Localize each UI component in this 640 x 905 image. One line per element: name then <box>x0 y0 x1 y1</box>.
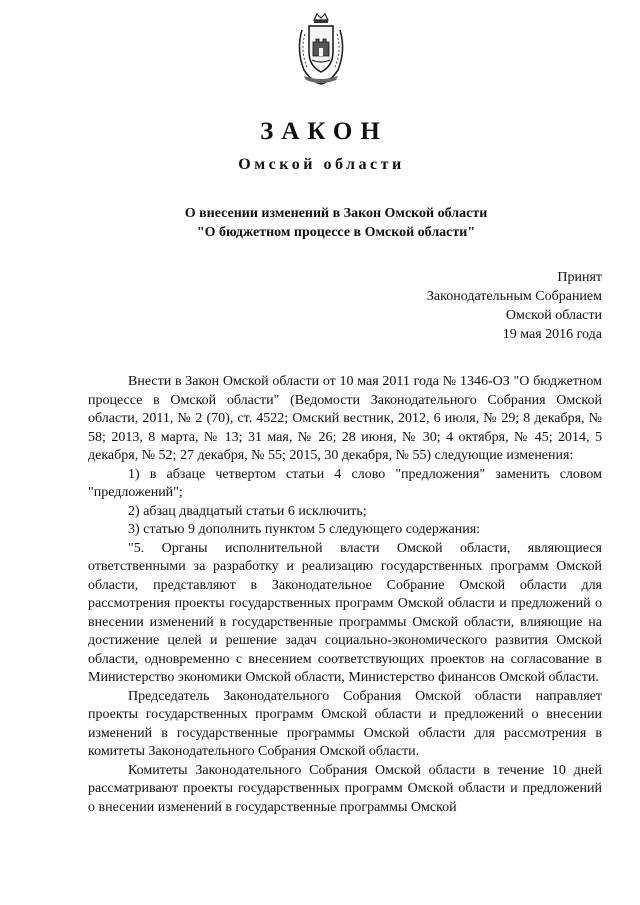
document-title: ЗАКОН <box>260 118 388 145</box>
body-paragraph-1: Внести в Закон Омской области от 10 мая 2011 года № 1346-ОЗ "О бюджетном процессе в Омской области" (Ведомости Законодательного Собрания Омской области, 2011, № 2 (70), ст. 4522; Омский вестник, 2012, 6 июля, № 29; 8 декабря, № 58; 2013, 8 марта, № 13; 31 мая, № 26; 28 июня, № 30; 4 октября, № 45; 2014, 5 декабря, № 52; 27 декабря, № 55; 2015, 30 декабря, № 55) следующие изменения: <box>88 374 602 463</box>
adoption-block <box>427 268 602 344</box>
adoption-date: 19 мая 2016 года <box>502 327 602 342</box>
law-subject <box>140 204 532 242</box>
law-body <box>88 373 602 817</box>
body-paragraph-7: Комитеты Законодательного Собрания Омской области в течение 10 дней рассматривают проекты государственных программ Омской области и предложений о внесении изменений в государственные программы Омской <box>88 762 602 815</box>
coat-of-arms-emblem <box>294 10 348 86</box>
document-region: Омской области <box>238 156 405 173</box>
adoption-line-3: Омской области <box>505 308 602 323</box>
body-paragraph-4: 3) статью 9 дополнить пунктом 5 следующего содержания: <box>128 522 481 537</box>
adoption-line-1: Принят <box>557 270 602 285</box>
adoption-line-2: Законодательным Собранием <box>426 289 602 304</box>
body-paragraph-6: Председатель Законодательного Собрания Омской области направляет проекты государственных программ Омской области и предложений о внесении изменений в государственные программы Омской области для рассмотрения в комитеты Законодательного Собрания Омской области. <box>88 688 602 759</box>
body-paragraph-5: "5. Органы исполнительной власти Омской области, являющиеся ответственными за разработку и реализацию государственных программ Омской области, представляют в Законодательное Собрание Омской области для рассмотрения проекты государственных программ Омской области и предложений о внесении изменений в государственные программы Омской области, влияющие на достижение целей и решение задач социально-экономического развития Омской области, одновременно с внесением соответствующих проектов на согласование в Министерство экономики Омской области, Министерство финансов Омской области. <box>88 540 602 685</box>
law-subject-line-1: О внесении изменений в Закон Омской области <box>184 206 488 221</box>
law-subject-line-2: "О бюджетном процессе в Омской области" <box>196 225 476 240</box>
body-paragraph-3: 2) абзац двадцатый статьи 6 исключить; <box>128 503 367 519</box>
body-paragraph-2: 1) в абзаце четвертом статьи 4 слово "предложения" заменить словом "предложений"; <box>88 466 602 500</box>
